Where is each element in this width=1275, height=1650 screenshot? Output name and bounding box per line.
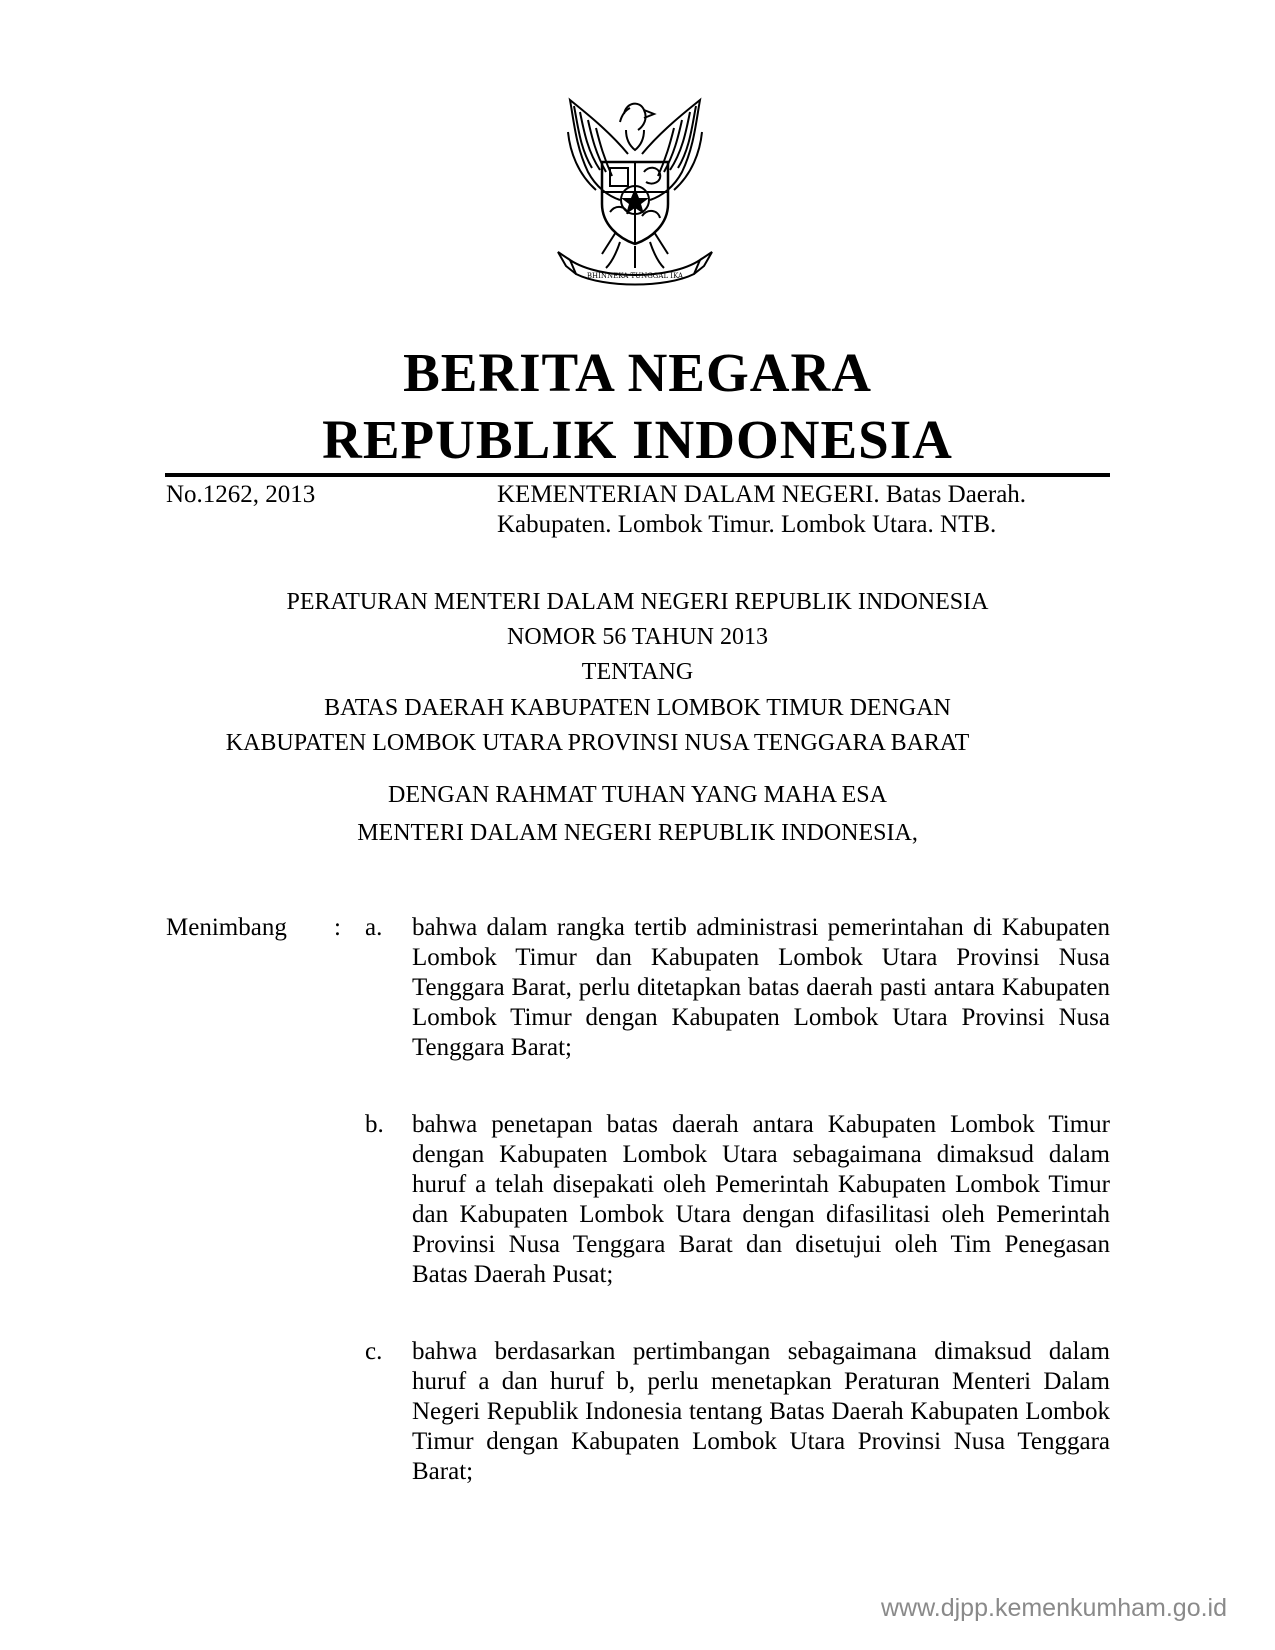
emblem-motto: BHINNEKA TUNGGAL IKA <box>586 272 684 280</box>
footer-website-link[interactable]: www.djpp.kemenkumham.go.id <box>881 1594 1227 1622</box>
regulation-title: PERATURAN MENTERI DALAM NEGERI REPUBLIK INDONESIA <box>286 589 989 615</box>
gazette-subject-line2: Kabupaten. Lombok Timur. Lombok Utara. NTB. <box>497 511 997 538</box>
menimbang-colon: : <box>334 914 341 941</box>
gazette-subject <box>497 480 1110 540</box>
gazette-title-line1: BERITA NEGARA <box>403 342 872 403</box>
gazette-number: No.1262, 2013 <box>166 481 316 508</box>
minister-title: MENTERI DALAM NEGERI REPUBLIK INDONESIA, <box>357 820 918 846</box>
gazette-title-line2: REPUBLIK INDONESIA <box>322 409 953 470</box>
menimbang-label: Menimbang <box>166 914 287 941</box>
clause-letter: b. <box>365 1111 384 1138</box>
clause-letter: a. <box>365 914 383 941</box>
clause-text: bahwa berdasarkan pertimbangan sebagaimana dimaksud dalam huruf a dan huruf b, perlu menetapkan Peraturan Menteri Dalam Negeri Republik Indonesia tentang Batas Daerah Kabupaten Lombok Timur dengan Kabupaten Lombok Utara Provinsi Nusa Tenggara Barat; <box>412 1338 1110 1485</box>
clause-text: bahwa dalam rangka tertib administrasi pemerintahan di Kabupaten Lombok Timur dan Kabupaten Lombok Utara Provinsi Nusa Tenggara Barat, perlu ditetapkan batas daerah pasti antara Kabupaten Lombok Timur dengan Kabupaten Lombok Utara Provinsi Nusa Tenggara Barat; <box>412 914 1110 1061</box>
regulation-tentang: TENTANG <box>581 659 694 685</box>
header-divider <box>165 473 1110 477</box>
regulation-subject-line1: BATAS DAERAH KABUPATEN LOMBOK TIMUR DENGAN <box>324 695 951 721</box>
garuda-emblem-icon <box>540 92 730 287</box>
clause-text: bahwa penetapan batas daerah antara Kabupaten Lombok Timur dengan Kabupaten Lombok Utara sebagaimana dimaksud dalam huruf a telah disepakati oleh Pemerintah Kabupaten Lombok Timur dan Kabupaten Lombok Utara dengan difasilitasi oleh Pemerintah Provinsi Nusa Tenggara Barat dan disetujui oleh Tim Penegasan Batas Daerah Pusat; <box>412 1111 1110 1288</box>
regulation-number: NOMOR 56 TAHUN 2013 <box>507 624 768 650</box>
clause-letter: c. <box>365 1338 383 1365</box>
gazette-subject-line1: KEMENTERIAN DALAM NEGERI. Batas Daerah. <box>497 481 1027 508</box>
invocation: DENGAN RAHMAT TUHAN YANG MAHA ESA <box>388 782 887 808</box>
regulation-subject-line2: KABUPATEN LOMBOK UTARA PROVINSI NUSA TENGGARA BARAT <box>225 730 970 756</box>
